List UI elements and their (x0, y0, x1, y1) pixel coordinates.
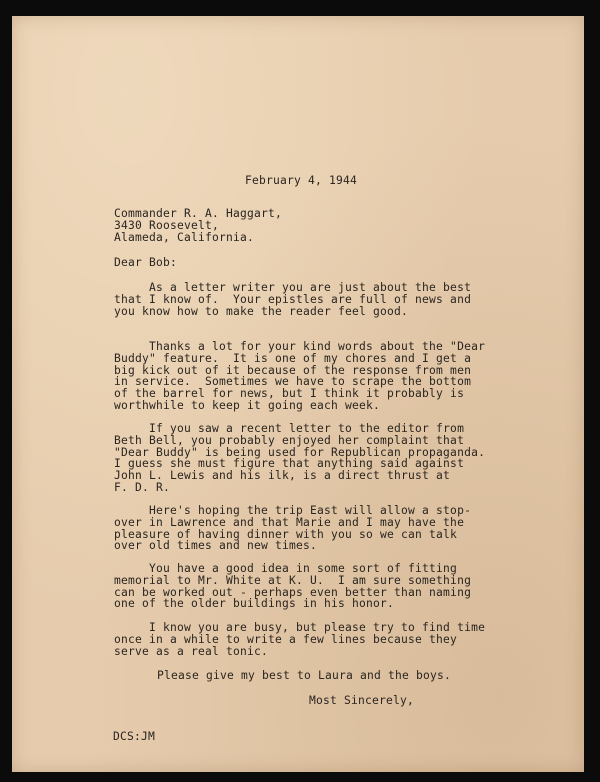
paragraph-3 (114, 423, 485, 494)
paragraph-1 (114, 282, 471, 317)
paragraph-line: worthwhile to keep it going each week. (114, 398, 381, 412)
paragraph-line: serve as a real tonic. (114, 644, 269, 658)
paragraph-line: in service. Sometimes we have to scrape the bottom (114, 375, 472, 389)
paragraph-line: memorial to Mr. White at K. U. I am sure something (114, 573, 472, 587)
typist-initials: DCS:JM (113, 730, 156, 743)
paragraph-line: big kick out of it because of the response from men (114, 363, 472, 377)
paragraph-5 (114, 563, 471, 610)
paragraph-line: pleasure of having dinner with you so we can talk (114, 527, 458, 541)
letter-date: February 4, 1944 (245, 174, 358, 187)
recipient-name: Commander R. A. Haggart, (114, 207, 283, 220)
paragraph-line: Buddy" feature. It is one of my chores and I get a (114, 351, 472, 365)
paragraph-line: over in Lawrence and that Marie and I may have the (114, 515, 465, 529)
closing-line: Please give my best to Laura and the boys. (157, 669, 452, 682)
paragraph-line: Thanks a lot for your kind words about the "Dear (114, 340, 486, 353)
signoff: Most Sincerely, (309, 694, 415, 707)
recipient-city: Alameda, California. (114, 230, 255, 244)
paragraph-line: Here's hoping the trip East will allow a stop- (114, 504, 472, 517)
paragraph-line: John L. Lewis and his ilk, is a direct thrust at (114, 469, 451, 483)
paragraph-line: over old times and new times. (114, 539, 318, 553)
salutation: Dear Bob: (114, 256, 178, 269)
recipient-address (114, 208, 282, 243)
letter-page (12, 16, 584, 772)
paragraph-line: one of the older buildings in his honor. (114, 597, 395, 611)
paragraph-2 (114, 341, 485, 412)
paragraph-line: can be worked out - perhaps even better than naming (114, 585, 472, 599)
paragraph-4 (114, 505, 471, 552)
paragraph-line: once in a while to write a few lines because they (114, 632, 458, 646)
paragraph-line: If you saw a recent letter to the editor from (114, 422, 465, 435)
paragraph-line: F. D. R. (114, 480, 171, 494)
paragraph-line: I guess she must figure that anything said against (114, 457, 465, 471)
paragraph-line: you know how to make the reader feel good. (114, 304, 409, 318)
paragraph-line: You have a good idea in some sort of fitting (114, 562, 458, 575)
paragraph-line: that I know of. Your epistles are full of news and (114, 292, 472, 306)
paragraph-line: Beth Bell, you probably enjoyed her complaint that (114, 433, 465, 447)
paragraph-line: As a letter writer you are just about the best (114, 281, 472, 294)
paragraph-line: I know you are busy, but please try to find time (114, 621, 486, 634)
recipient-street: 3430 Roosevelt, (114, 218, 220, 232)
paragraph-line: "Dear Buddy" is being used for Republican propaganda. (114, 445, 486, 459)
paragraph-line: of the barrel for news, but I think it probably is (114, 387, 465, 401)
paragraph-6 (114, 622, 485, 657)
